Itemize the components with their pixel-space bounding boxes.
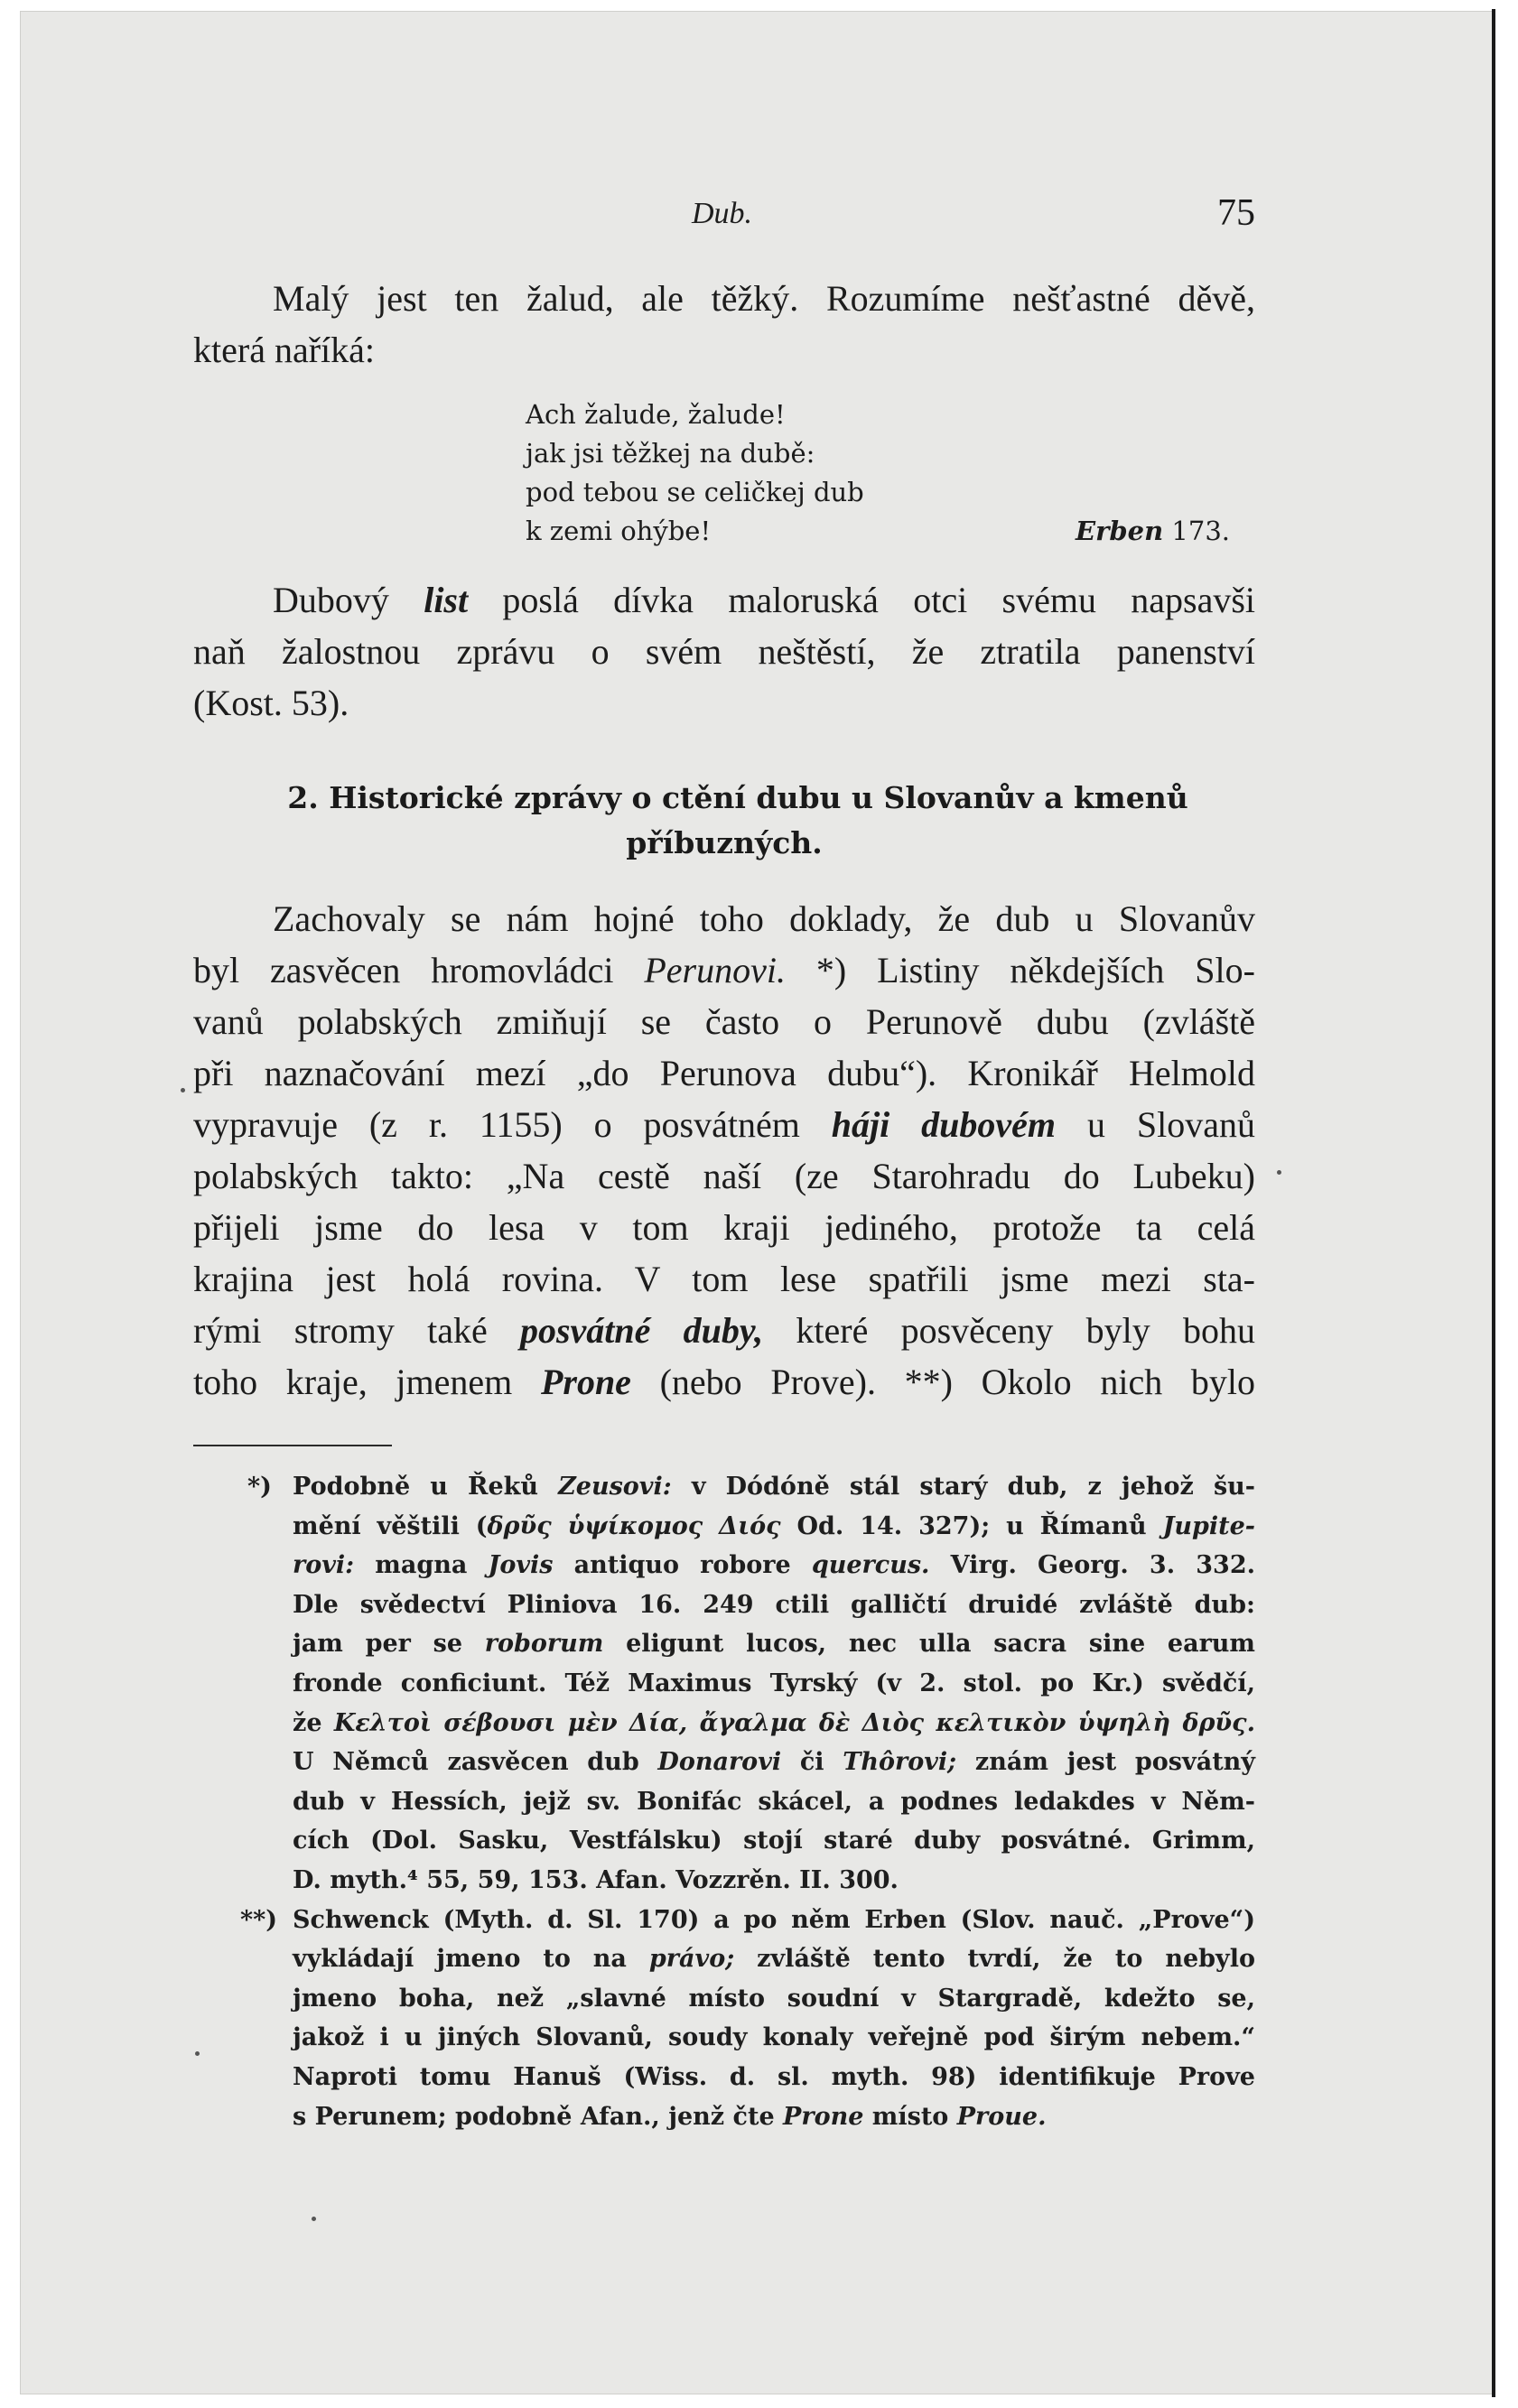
text-line: vypravuje (z r. 1155) o posvátném háji dubovém u Slovanů	[193, 1104, 1255, 1145]
running-head: Dub.	[692, 197, 753, 230]
footnote-line: vykládají jmeno to na právo; zvláště tento tvrdí, že to nebylo	[293, 1945, 1255, 1974]
section-heading	[193, 776, 1255, 866]
paper-speck	[312, 2217, 316, 2221]
footnote-line: Dle svědectví Pliniova 16. 249 ctili galličtí druidé zvláště dub:	[293, 1590, 1255, 1619]
footnote-line: fronde conficiunt. Též Maximus Tyrský (v 2. stol. po Kr.) svědčí,	[293, 1669, 1255, 1697]
footnote-line: Podobně u Řeků Zeusovi: v Dódóně stál starý dub, z jehož šu-	[293, 1473, 1255, 1501]
section-heading-line: 2. Historické zprávy o ctění dubu u Slovanův a kmenů	[287, 780, 1188, 815]
text-line: která naříká:	[193, 330, 375, 370]
verse-citation	[1076, 512, 1230, 551]
text-line: vanů polabských zmiňují se často o Perunově dubu (zvláště	[193, 1001, 1255, 1042]
footnote-line: dub v Hessích, jejž sv. Bonifác skácel, a podnes ledakdes v Něm-	[293, 1787, 1255, 1816]
footnote-2	[193, 1901, 1255, 2137]
footnote-line: s Perunem; podobně Afan., jenž čte Prone místo Proue.	[293, 2102, 1047, 2131]
footnotes	[193, 1467, 1255, 2136]
text-line: toho kraje, jmenem Prone (nebo Prove). **) Okolo nich bylo	[193, 1362, 1256, 1402]
footnote-line: jakož i u jiných Slovanů, soudy konaly veřejně pod širým nebem.“	[293, 2023, 1255, 2052]
section-heading-line: příbuzných.	[626, 825, 823, 860]
citation-author: Erben	[1076, 516, 1164, 546]
paper-speck	[1277, 1170, 1281, 1175]
footnote-line: cích (Dol. Sasku, Vestfálsku) stojí staré duby posvátné. Grimm,	[293, 1827, 1255, 1855]
text-line: polabských takto: „Na cestě naší (ze Starohradu do Lubeku)	[193, 1156, 1255, 1196]
paragraph-acorn	[193, 273, 1255, 376]
footnote-line: mění věštili (δρῦς ὑψίκομος Διός Od. 14. 327); u Římanů Jupite-	[293, 1511, 1255, 1540]
text-line: přijeli jsme do lesa v tom kraji jediného, protože ta celá	[193, 1207, 1255, 1248]
footnote-line: D. myth.⁴ 55, 59, 153. Afan. Vozzrěn. II. 300.	[293, 1865, 899, 1894]
text-line: (Kost. 53).	[193, 683, 349, 723]
text-line: Dubový list poslá dívka maloruská otci svému napsavši	[273, 580, 1256, 620]
footnote-line: jam per se roborum eligunt lucos, nec ulla sacra sine earum	[293, 1630, 1255, 1659]
paper-speck	[195, 2051, 200, 2056]
footnote-divider	[193, 1445, 392, 1446]
page-header	[193, 191, 1255, 242]
text-line: rými stromy také posvátné duby, které posvěceny byly bohu	[193, 1310, 1255, 1351]
text-line: Zachovaly se nám hojné toho doklady, že dub u Slovanův	[273, 898, 1255, 939]
text-line: naň žalostnou zprávu o svém neštěstí, že ztratila panenství	[193, 631, 1255, 672]
footnote-line: Schwenck (Myth. d. Sl. 170) a po něm Erben (Slov. nauč. „Prove“)	[293, 1905, 1255, 1934]
verse-line: Ach žalude, žalude!	[526, 399, 786, 430]
paper-speck	[181, 1088, 185, 1092]
page-edge-shadow	[1492, 9, 1495, 2397]
footnote-line: jmeno boha, než „slavné místo soudní v Stargradě, kdežto se,	[293, 1984, 1255, 2013]
citation-page: 173.	[1171, 516, 1230, 546]
footnote-marker: **)	[240, 1905, 278, 1934]
footnote-marker: *)	[247, 1473, 272, 1501]
text-line: Malý jest ten žalud, ale těžký. Rozumíme nešťastné děvě,	[273, 278, 1255, 319]
verse-quotation	[526, 395, 1230, 551]
verse-line	[526, 512, 1230, 551]
verse-line: pod tebou se celičkej dub	[526, 477, 864, 507]
verse-line: jak jsi těžkej na dubě:	[526, 438, 815, 469]
text-line: krajina jest holá rovina. V tom lese spatřili jsme mezi sta-	[193, 1259, 1255, 1299]
footnote-line: rovi: magna Jovis antiquo robore quercus. Virg. Georg. 3. 332.	[293, 1551, 1256, 1580]
text-line: byl zasvěcen hromovládci Perunovi. *) Listiny někdejších Slo-	[193, 950, 1255, 990]
footnote-line: že Κελτοὶ σέβουσι μὲν Δία, ἄγαλμα δὲ Διὸς κελτικὸν ὑψηλὴ δρῦς.	[293, 1708, 1255, 1737]
footnote-line: U Němců zasvěcen dub Donarovi či Thôrovi; znám jest posvátný	[293, 1748, 1255, 1777]
paragraph-oak-leaf	[193, 574, 1255, 729]
text-line: při naznačování mezí „do Perunova dubu“). Kronikář Helmold	[193, 1053, 1255, 1093]
footnote-1	[193, 1467, 1255, 1901]
footnote-line: Naproti tomu Hanuš (Wiss. d. sl. myth. 98) identifikuje Prove	[293, 2062, 1255, 2091]
paragraph-historical-reports	[193, 893, 1255, 1408]
page-number: 75	[1217, 192, 1255, 234]
main-text	[193, 273, 1255, 1408]
verse-last-line: k zemi ohýbe!	[526, 516, 712, 546]
